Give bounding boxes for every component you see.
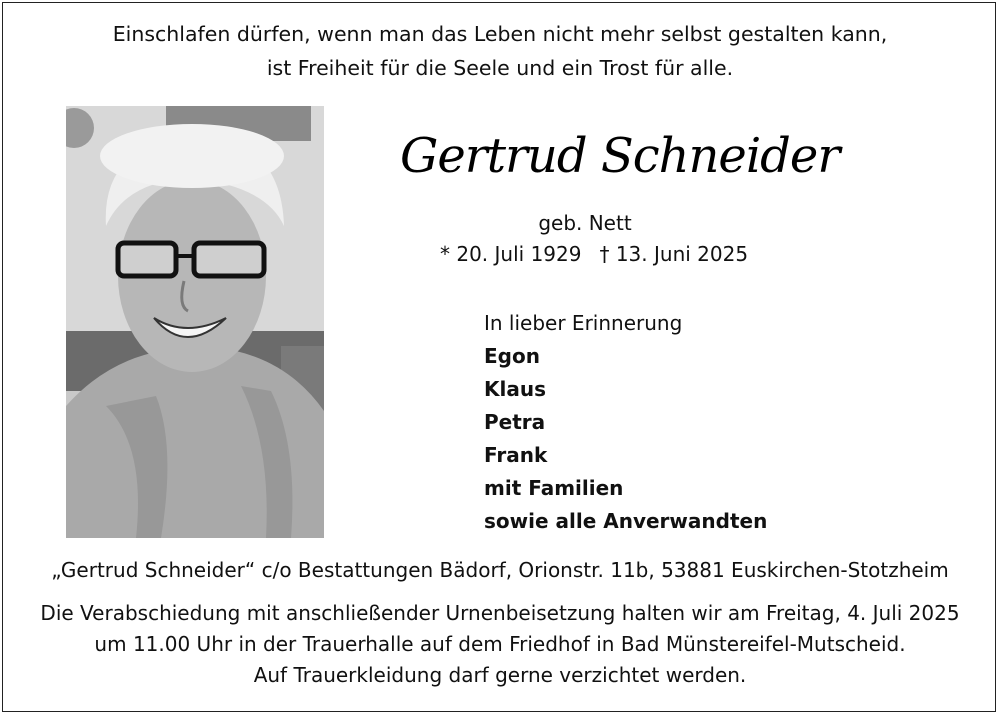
service-details <box>0 598 1000 691</box>
motto-line-2: ist Freiheit für die Seele und ein Trost für alle. <box>266 56 734 80</box>
motto-line-1: Einschlafen dürfen, wenn man das Leben nicht mehr selbst gestalten kann, <box>112 22 888 46</box>
mourners-list <box>484 307 767 538</box>
mourners-intro: In lieber Erinnerung <box>484 311 683 335</box>
contact-address: „Gertrud Schneider“ c/o Bestattungen Bädorf, Orionstr. 11b, 53881 Euskirchen-Stotzheim <box>51 558 949 582</box>
portrait-illustration <box>66 106 324 538</box>
motto-quote <box>0 17 1000 85</box>
life-dates <box>440 242 770 266</box>
birth-date: * 20. Juli 1929 <box>440 242 582 266</box>
mourner-name: Egon <box>484 344 540 368</box>
mourner-name: Klaus <box>484 377 546 401</box>
deceased-name: Gertrud Schneider <box>400 128 840 184</box>
mourner-name: mit Familien <box>484 476 624 500</box>
mourner-name: Frank <box>484 443 548 467</box>
service-line-1: Die Verabschiedung mit anschließender Urnenbeisetzung halten wir am Freitag, 4. Juli 2025 <box>40 601 960 625</box>
mourner-name: sowie alle Anverwandten <box>484 509 768 533</box>
maiden-name: geb. Nett <box>538 211 632 235</box>
death-date: † 13. Juni 2025 <box>599 242 749 266</box>
service-line-3: Auf Trauerkleidung darf gerne verzichtet werden. <box>253 663 747 687</box>
service-line-2: um 11.00 Uhr in der Trauerhalle auf dem Friedhof in Bad Münstereifel-Mutscheid. <box>94 632 906 656</box>
portrait-photo <box>66 106 324 538</box>
mourner-name: Petra <box>484 410 546 434</box>
